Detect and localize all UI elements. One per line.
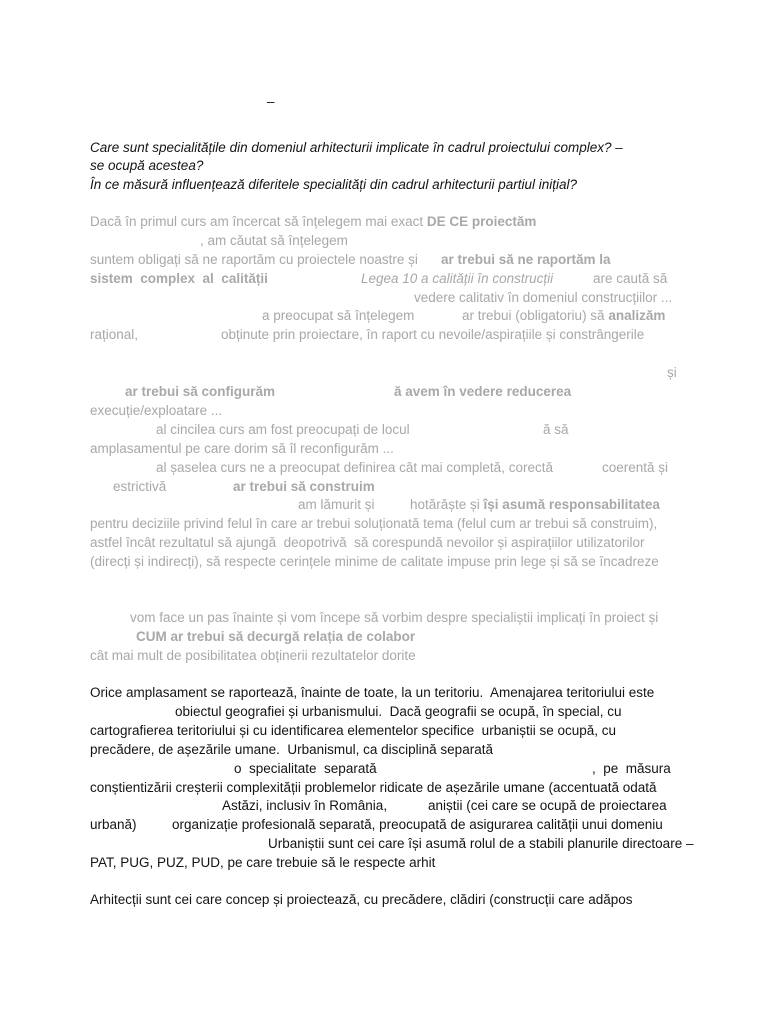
body-line: Arhitecții sunt cei care concep și proiectează, cu precădere, clădiri (construcții care adăpos bbox=[90, 892, 633, 907]
body-line: organizație profesională separată, preocupată de asigurarea calității unui domeniu bbox=[172, 817, 663, 832]
intro-line: suntem obligați să ne raportăm cu proiectele noastre și bbox=[90, 252, 418, 267]
question-2: În ce măsură influențează diferitele specialități din cadrul arhitecturii partiul inițial? bbox=[90, 177, 578, 192]
intro-line: Dacă în primul curs am încercat să înțelegem mai exact DE CE proiectăm bbox=[90, 214, 537, 229]
body-line: Urbaniștii sunt cei care își asumă rolul de a stabili planurile directoare – bbox=[268, 836, 694, 851]
intro-line: ar trebui să construim bbox=[233, 479, 375, 494]
body-line: cartografierea teritoriului și cu identificarea elementelor specifice urbaniștii se ocupă, cu bbox=[90, 723, 617, 738]
body-line: PAT, PUG, PUZ, PUD, pe care trebuie să le respecte arhit bbox=[90, 855, 436, 870]
intro-line: amplasamentul pe care dorim să îl reconfigurăm ... bbox=[90, 441, 394, 456]
top-dash: – bbox=[267, 94, 275, 109]
body-line: , pe măsura bbox=[592, 761, 671, 776]
intro-line: estrictivă bbox=[113, 479, 167, 494]
next-line: vom face un pas înainte și vom începe să vorbim despre specialiștii implicați în proiect și bbox=[130, 610, 659, 625]
intro-line: am lămurit și bbox=[298, 497, 375, 512]
body-line: Orice amplasament se raportează, înainte de toate, la un teritoriu. Amenajarea teritoriului este bbox=[90, 685, 655, 700]
intro-line: și bbox=[667, 365, 677, 380]
intro-line: Legea 10 a calității în construcții bbox=[361, 271, 554, 286]
question-1: Care sunt specialitățile din domeniul arhitecturii implicate în cadrul proiectului complex? – bbox=[90, 140, 623, 155]
body-line: conștientizării creșterii complexității problemelor ridicate de așezările umane (accentuată odată bbox=[90, 780, 657, 795]
intro-line: ar trebui să ne raportăm la bbox=[441, 252, 611, 267]
intro-line: , am căutat să înțelegem bbox=[200, 233, 348, 248]
body-line: aniștii (cei care se ocupă de proiectarea bbox=[428, 798, 667, 813]
body-line: precădere, de așezările umane. Urbanismul, ca disciplină separată bbox=[90, 742, 493, 757]
body-line: obiectul geografiei și urbanismului. Dacă geografii se ocupă, în special, cu bbox=[175, 704, 622, 719]
intro-line: a preocupat să înțelegem bbox=[262, 308, 415, 323]
intro-line: sistem complex al calității bbox=[90, 271, 268, 286]
next-line: CUM ar trebui să decurgă relația de colabor bbox=[136, 629, 416, 644]
intro-line: ă să bbox=[543, 422, 569, 437]
intro-line: are caută să bbox=[593, 271, 668, 286]
intro-line: vedere calitativ în domeniul construcțiilor ... bbox=[414, 290, 673, 305]
intro-line: rațional, bbox=[90, 327, 139, 342]
intro-line: coerentă și bbox=[602, 460, 669, 475]
intro-line: (direcți și indirecți), să respecte cerințele minime de calitate impuse prin lege și să se încadreze bbox=[90, 554, 659, 569]
intro-line: al șaselea curs ne a preocupat definirea cât mai completă, corectă bbox=[156, 460, 553, 475]
intro-line: ar trebui să configurăm bbox=[125, 384, 276, 399]
body-line: urbană) bbox=[90, 817, 137, 832]
intro-line: obținute prin proiectare, în raport cu nevoile/aspirațiile și constrângerile bbox=[221, 327, 645, 342]
intro-line: pentru deciziile privind felul în care ar trebui soluționată tema (felul cum ar trebui să construim), bbox=[90, 516, 658, 531]
next-line: cât mai mult de posibilitatea obținerii rezultatelor dorite bbox=[90, 648, 416, 663]
intro-line: hotărăște și își asumă responsabilitatea bbox=[410, 497, 660, 512]
intro-line: al cincilea curs am fost preocupați de locul bbox=[156, 422, 410, 437]
question-1-cont: se ocupă acestea? bbox=[90, 158, 204, 173]
intro-line: ar trebui (obligatoriu) să analizăm bbox=[462, 308, 666, 323]
intro-line: execuție/exploatare ... bbox=[90, 403, 223, 418]
body-line: Astăzi, inclusiv în România, bbox=[222, 798, 388, 813]
body-line: o specialitate separată bbox=[234, 761, 377, 776]
intro-line: ă avem în vedere reducerea bbox=[394, 384, 572, 399]
intro-line: astfel încât rezultatul să ajungă deopotrivă să corespundă nevoilor și aspirațiilor utilizatorilor bbox=[90, 535, 645, 550]
